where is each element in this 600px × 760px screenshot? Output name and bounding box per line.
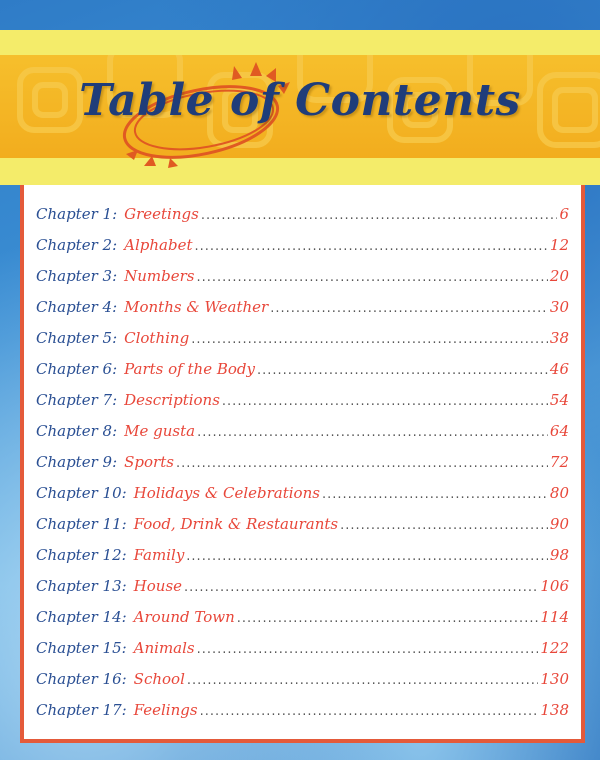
page-number: 72	[549, 453, 569, 471]
toc-entry[interactable]	[36, 540, 569, 571]
toc-entry[interactable]	[36, 323, 569, 354]
dot-leader	[322, 479, 548, 510]
dot-leader	[191, 324, 548, 355]
toc-panel	[20, 185, 585, 743]
page-number: 12	[549, 236, 569, 254]
toc-entry[interactable]	[36, 478, 569, 509]
page-number: 138	[540, 701, 569, 719]
page-number: 46	[549, 360, 569, 378]
toc-entry[interactable]	[36, 695, 569, 726]
dot-leader	[201, 200, 558, 231]
dot-leader	[186, 541, 548, 572]
chapter-label: Chapter 17:	[36, 701, 127, 719]
chapter-label: Chapter 5:	[36, 329, 118, 347]
chapter-title: Numbers	[124, 267, 195, 285]
toc-entry[interactable]	[36, 633, 569, 664]
chapter-title: Clothing	[124, 329, 190, 347]
page-number: 122	[540, 639, 569, 657]
dot-leader	[197, 417, 548, 448]
dot-leader	[222, 386, 548, 417]
chapter-title: Alphabet	[124, 236, 193, 254]
page-number: 106	[540, 577, 569, 595]
chapter-title: Animals	[133, 639, 195, 657]
chapter-label: Chapter 11:	[36, 515, 127, 533]
page-number: 130	[540, 670, 569, 688]
chapter-title: Around Town	[133, 608, 235, 626]
dot-leader	[184, 572, 538, 603]
page-number: 64	[549, 422, 569, 440]
dot-leader	[187, 665, 538, 696]
chapter-title: Descriptions	[124, 391, 220, 409]
chapter-title: School	[133, 670, 185, 688]
chapter-title: Family	[133, 546, 185, 564]
chapter-title: Months & Weather	[124, 298, 269, 316]
toc-entry[interactable]	[36, 571, 569, 602]
toc-entry[interactable]	[36, 199, 569, 230]
chapter-label: Chapter 16:	[36, 670, 127, 688]
toc-entry[interactable]	[36, 230, 569, 261]
page-number: 20	[549, 267, 569, 285]
dot-leader	[257, 355, 548, 386]
chapter-label: Chapter 8:	[36, 422, 118, 440]
page-number: 38	[549, 329, 569, 347]
chapter-label: Chapter 4:	[36, 298, 118, 316]
page-number: 114	[540, 608, 569, 626]
dot-leader	[340, 510, 548, 541]
chapter-title: Me gusta	[124, 422, 196, 440]
chapter-title: Feelings	[133, 701, 198, 719]
toc-entry[interactable]	[36, 354, 569, 385]
page-number: 54	[549, 391, 569, 409]
chapter-label: Chapter 14:	[36, 608, 127, 626]
toc-entry[interactable]	[36, 447, 569, 478]
chapter-label: Chapter 3:	[36, 267, 118, 285]
toc-entry[interactable]	[36, 602, 569, 633]
chapter-label: Chapter 9:	[36, 453, 118, 471]
chapter-title: Greetings	[124, 205, 199, 223]
dot-leader	[194, 231, 547, 262]
chapter-label: Chapter 12:	[36, 546, 127, 564]
dot-leader	[237, 603, 539, 634]
dot-leader	[176, 448, 548, 479]
dot-leader	[270, 293, 548, 324]
toc-entry[interactable]	[36, 664, 569, 695]
chapter-label: Chapter 10:	[36, 484, 127, 502]
dot-leader	[197, 634, 539, 665]
page-number: 6	[559, 205, 569, 223]
chapter-label: Chapter 2:	[36, 236, 118, 254]
chapter-title: Parts of the Body	[124, 360, 255, 378]
page-number: 98	[549, 546, 569, 564]
chapter-title: Holidays & Celebrations	[133, 484, 320, 502]
dot-leader	[196, 262, 547, 293]
chapter-title: Food, Drink & Restaurants	[133, 515, 339, 533]
page-number: 90	[549, 515, 569, 533]
chapter-title: Sports	[124, 453, 174, 471]
page-number: 80	[549, 484, 569, 502]
toc-entry[interactable]	[36, 509, 569, 540]
toc-entry[interactable]	[36, 385, 569, 416]
toc-entry[interactable]	[36, 292, 569, 323]
toc-entry[interactable]	[36, 416, 569, 447]
chapter-label: Chapter 6:	[36, 360, 118, 378]
chapter-label: Chapter 1:	[36, 205, 118, 223]
toc-entry[interactable]	[36, 261, 569, 292]
dot-leader	[200, 696, 539, 727]
chapter-label: Chapter 13:	[36, 577, 127, 595]
chapter-label: Chapter 15:	[36, 639, 127, 657]
page-title: Table of Contents	[79, 75, 521, 126]
page-number: 30	[549, 298, 569, 316]
toc-list	[36, 199, 569, 726]
chapter-title: House	[133, 577, 183, 595]
chapter-label: Chapter 7:	[36, 391, 118, 409]
